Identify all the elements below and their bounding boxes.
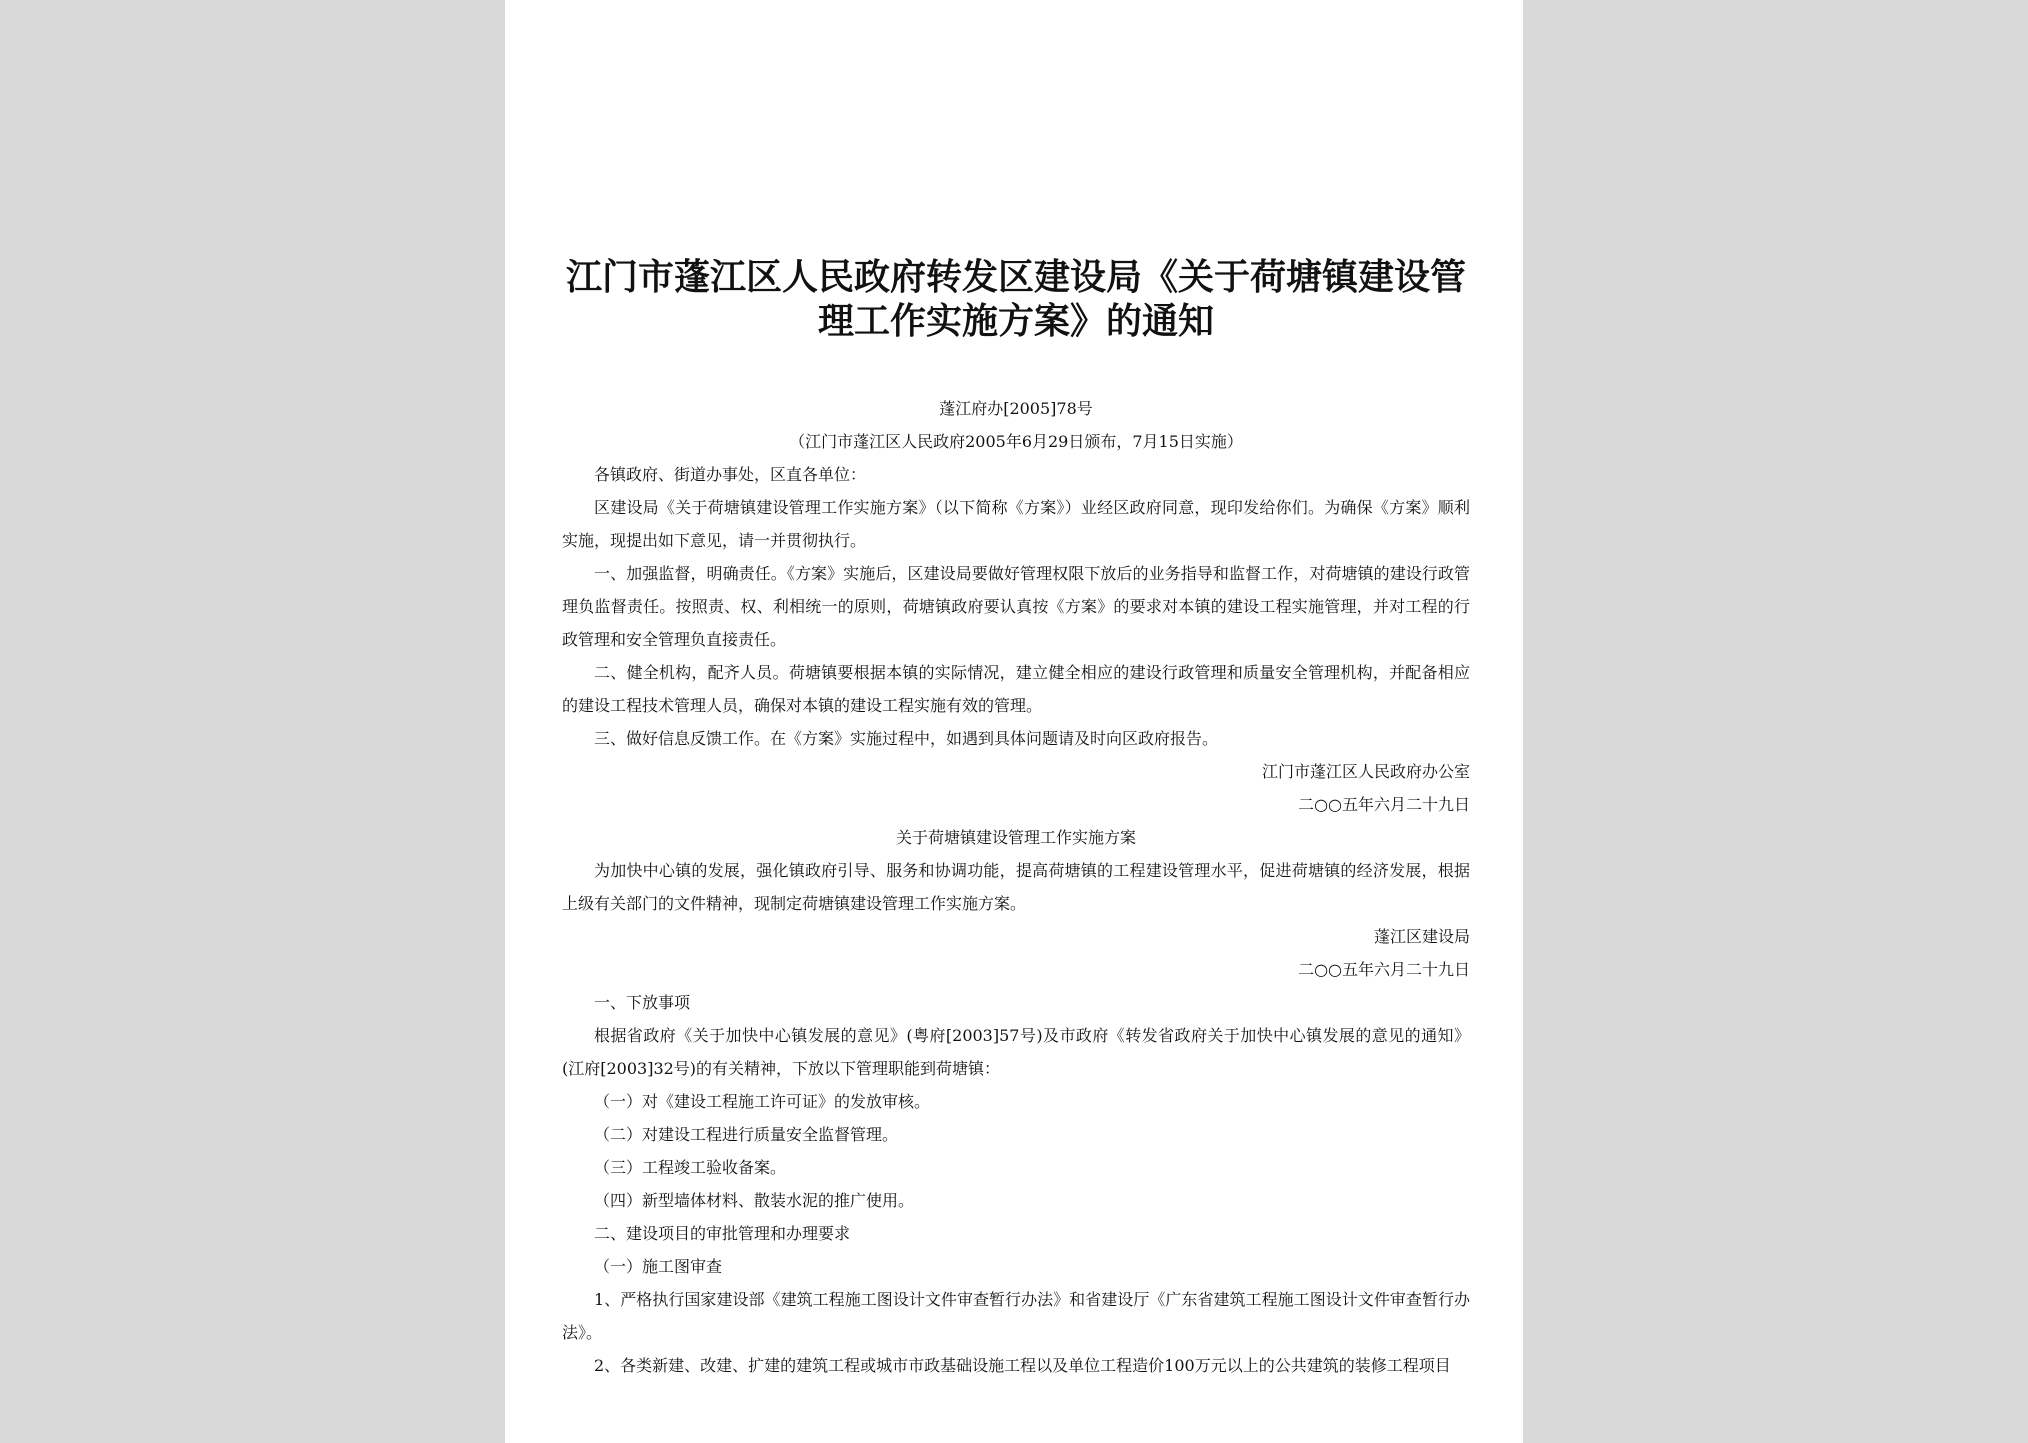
point-2-paragraph: 二、健全机构，配齐人员。荷塘镇要根据本镇的实际情况，建立健全相应的建设行政管理和质量安全管理机构，并配备相应的建设工程技术管理人员，确保对本镇的建设工程实施有效的管理。 (562, 663, 1470, 715)
section-2-heading: 二、建设项目的审批管理和办理要求 (594, 1224, 851, 1243)
list-item-4: （四）新型墙体材料、散装水泥的推广使用。 (594, 1191, 915, 1210)
plan-intro-paragraph: 为加快中心镇的发展，强化镇政府引导、服务和协调功能，提高荷塘镇的工程建设管理水平，促进荷塘镇的经济发展，根据上级有关部门的文件精神，现制定荷塘镇建设管理工作实施方案。 (562, 861, 1470, 913)
signer-bureau: 蓬江区建设局 (1373, 927, 1470, 946)
subsection-1-point-2: 2、各类新建、改建、扩建的建筑工程或城市市政基础设施工程以及单位工程造价100万元以上的公共建筑的装修工程项目 (594, 1356, 1451, 1375)
issue-note: （江门市蓬江区人民政府2005年6月29日颁布，7月15日实施） (789, 432, 1243, 451)
point-1-paragraph: 一、加强监督，明确责任。《方案》实施后，区建设局要做好管理权限下放后的业务指导和监督工作，对荷塘镇的建设行政管理负监督责任。按照责、权、利相统一的原则，荷塘镇政府要认真按《方案》的要求对本镇的建设工程实施管理，并对工程的行政管理和安全管理负直接责任。 (562, 564, 1470, 649)
subsection-1-heading: （一）施工图审查 (594, 1257, 723, 1276)
document-content (562, 255, 1470, 1382)
list-item-3: （三）工程竣工验收备案。 (594, 1158, 787, 1177)
signature-date-1: 二○○五年六月二十九日 (1298, 795, 1470, 814)
plan-title: 关于荷塘镇建设管理工作实施方案 (895, 828, 1136, 847)
signer-office: 江门市蓬江区人民政府办公室 (1261, 762, 1470, 781)
section-1-heading: 一、下放事项 (594, 993, 691, 1012)
salutation: 各镇政府、街道办事处，区直各单位： (594, 465, 867, 484)
list-item-1: （一）对《建设工程施工许可证》的发放审核。 (594, 1092, 931, 1111)
intro-paragraph: 区建设局《关于荷塘镇建设管理工作实施方案》（以下简称《方案》）业经区政府同意，现印发给你们。为确保《方案》顺利实施，现提出如下意见，请一并贯彻执行。 (562, 498, 1470, 550)
document-page (505, 0, 1523, 1443)
signature-date-2: 二○○五年六月二十九日 (1298, 960, 1470, 979)
point-3-paragraph: 三、做好信息反馈工作。在《方案》实施过程中，如遇到具体问题请及时向区政府报告。 (594, 729, 1219, 748)
subsection-1-point-1: 1、严格执行国家建设部《建筑工程施工图设计文件审查暂行办法》和省建设厅《广东省建筑工程施工图设计文件审查暂行办法》。 (562, 1290, 1470, 1342)
list-item-2: （二）对建设工程进行质量安全监督管理。 (594, 1125, 899, 1144)
section-1-text: 根据省政府《关于加快中心镇发展的意见》(粤府[2003]57号)及市政府《转发省政府关于加快中心镇发展的意见的通知》(江府[2003]32号)的有关精神，下放以下管理职能到荷塘镇： (562, 1026, 1470, 1078)
document-title: 江门市蓬江区人民政府转发区建设局《关于荷塘镇建设管理工作实施方案》的通知 (565, 256, 1466, 342)
doc-number: 蓬江府办[2005]78号 (939, 399, 1093, 418)
